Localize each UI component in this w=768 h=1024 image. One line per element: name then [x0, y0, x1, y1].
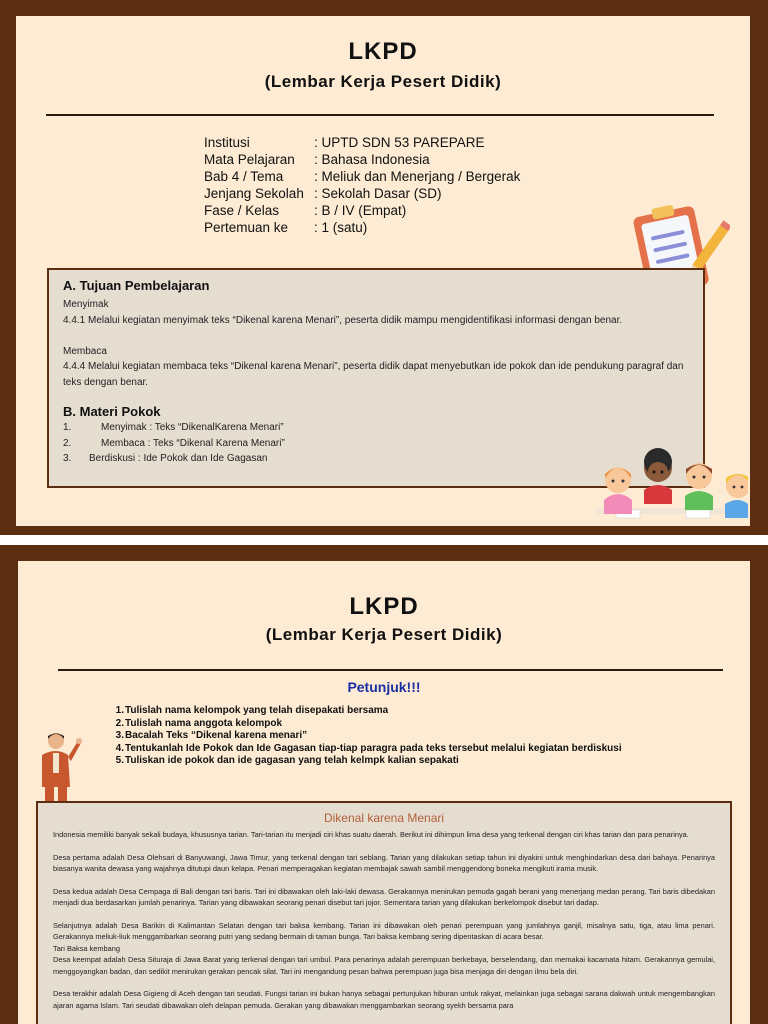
list-text: Membaca : Teks “Dikenal Karena Menari”	[101, 437, 285, 449]
info-value: : 1 (satu)	[314, 220, 368, 235]
info-row	[204, 134, 520, 151]
objective-text: 4.4.4 Melalui kegiatan membaca teks “Dikenal karena Menari”, peserta didik dapat menyebutkan ide pokok dan ide pendukung paragraf dan teks dengan benar.	[63, 361, 684, 388]
reading-paragraph: Desa terakhir adalah Desa Gigieng di Aceh dengan tari seudati. Fungsi tarian ini bukan hanya sebagai pertunjukan hiburan untuk rakyat, melainkan juga sebagai sarana dakwah untuk mengembangkan ajaran agama Islam. Tari seudati dibawakan oleh delapan pemuda. Gerakan yang dibawakan menggambarkan seorang syekh bersama para	[53, 989, 715, 1010]
info-label: Institusi	[204, 135, 250, 150]
list-item	[63, 451, 285, 467]
instructions-heading: Petunjuk!!!	[347, 679, 421, 695]
list-number: 1.	[63, 422, 72, 433]
info-value: : Bahasa Indonesia	[314, 152, 430, 167]
list-text: Tulislah nama anggota kelompok	[125, 717, 283, 729]
image-caption: Tari Baksa kembang	[53, 943, 120, 953]
list-item	[114, 718, 622, 731]
info-row	[204, 151, 520, 168]
teacher-icon	[34, 729, 84, 809]
list-text: Tulislah nama kelompok yang telah disepakati bersama	[125, 705, 389, 716]
info-label: Bab 4 / Tema	[204, 169, 284, 184]
title-divider	[58, 669, 723, 671]
identity-block	[204, 134, 520, 236]
objective-subheading: Membaca	[63, 346, 107, 357]
section-heading-materi: B. Materi Pokok	[63, 404, 161, 419]
info-value: : B / IV (Empat)	[314, 203, 407, 218]
children-icon	[578, 444, 748, 526]
list-number: 3.	[115, 730, 124, 741]
list-text: Tuliskan ide pokok dan ide gagasan yang telah kelmpk kalian sepakati	[125, 755, 459, 766]
reading-paragraph: Selanjutnya adalah Desa Barikin di Kalimantan Selatan dengan tari baksa kembang. Tarian ini dibawakan oleh penari perempuan yang jumlahnya ganjil, misalnya satu, tiga, atau lima penari. Gerakannya meliuk-liuk menggambarkan seorang putri yang sedang bermain di taman bunga. Tari baksa kembang sering dipentaskan di acara besar.	[53, 920, 715, 941]
reading-paragraph: Desa keempat adalah Desa Situraja di Jawa Barat yang terkenal dengan tari umbul. Para penarinya adalah perempuan berkebaya, berselendang, dan memakai kacamata hitam. Gerakannya gemulai, menggoyangkan badan, dan sedikit menirukan gerakan pencak silat. Tari ini mengandung pesan bahwa perempuan juga bisa menjaga diri dengan ilmu bela diri.	[53, 955, 715, 976]
info-row	[204, 185, 520, 202]
info-label: Jenjang Sekolah	[204, 186, 304, 201]
reading-paragraph: Indonesia memiliki banyak sekali budaya, khususnya tarian. Tari-tarian itu menjadi ciri khas suatu daerah. Berikut ini dihimpun lima desa yang terkenal dengan ciri khas tarian dan para penarinya.	[53, 830, 689, 839]
list-number: 2.	[63, 437, 72, 449]
list-item	[63, 436, 285, 452]
list-number: 2.	[115, 717, 124, 729]
reading-paragraph: Desa pertama adalah Desa Olehsari di Banyuwangi, Jawa Timur, yang terkenal dengan tari seblang. Tarian yang dilakukan setiap tahun ini diyakini untuk menghindarkan desa dari bahaya. Penarinya biasanya wanita dewasa yang wajahnya ditutupi daun kelapa. Penari memperagakan kegiatan membajak sawah sambil menggendong boneka mengikuti irama musik.	[53, 852, 715, 873]
list-item	[114, 705, 622, 718]
title-divider	[46, 114, 714, 116]
reading-paragraph: Desa kedua adalah Desa Cempaga di Bali dengan tari baris. Tari ini dibawakan oleh laki-laki dewasa. Gerakannya menirukan pemuda gagah berani yang menerjang medan perang. Tari baris dibedakan menjadi dua berdasarkan jumlah penarinya. Tarian yang dibawakan seorang penari disebut tari jojor. Sementara tarian yang dilakukan berkelompok disebut tari dadap.	[53, 886, 715, 907]
info-value: : Meliuk dan Menerjang / Bergerak	[314, 169, 521, 184]
list-text: Berdiskusi : Ide Pokok dan Ide Gagasan	[89, 453, 268, 464]
info-row	[204, 202, 520, 219]
list-text: Bacalah Teks “Dikenal karena menari”	[125, 730, 308, 741]
list-number: 4.	[115, 742, 124, 754]
list-item	[114, 743, 622, 756]
section-heading-tujuan: A. Tujuan Pembelajaran	[63, 278, 210, 293]
page-two-paper	[18, 561, 750, 1024]
reading-title: Dikenal karena Menari	[323, 811, 445, 825]
reading-text-box	[36, 801, 732, 1024]
objective-subheading: Menyimak	[63, 299, 109, 310]
list-item	[114, 755, 622, 768]
list-number: 1.	[115, 705, 124, 716]
info-row	[204, 219, 520, 236]
page-two-frame	[0, 545, 768, 1024]
list-number: 5.	[115, 755, 124, 766]
info-value: : Sekolah Dasar (SD)	[314, 186, 442, 201]
info-value: : UPTD SDN 53 PAREPARE	[314, 135, 485, 150]
list-item	[63, 420, 285, 436]
info-label: Pertemuan ke	[204, 220, 289, 235]
list-item	[114, 730, 622, 743]
info-row	[204, 168, 520, 185]
list-text: Tentukanlah Ide Pokok dan Ide Gagasan tiap-tiap paragra pada teks tersebut melalui kegiatan berdiskusi	[125, 742, 622, 754]
page-title: LKPD	[349, 593, 419, 620]
page-title: LKPD	[348, 38, 418, 65]
list-number: 3.	[63, 453, 72, 464]
reading-body	[53, 829, 715, 1022]
page-one-paper	[16, 16, 750, 526]
page-subtitle: (Lembar Kerja Pesert Didik)	[265, 625, 503, 644]
objective-text: 4.4.1 Melalui kegiatan menyimak teks “Dikenal karena Menari”, peserta didik mampu mengidentifikasi informasi dengan benar.	[63, 315, 623, 326]
info-label: Fase / Kelas	[204, 203, 280, 218]
materi-list	[63, 420, 285, 467]
info-label: Mata Pelajaran	[204, 152, 295, 167]
instructions-list	[114, 705, 622, 768]
page-subtitle: (Lembar Kerja Pesert Didik)	[264, 72, 502, 91]
list-text: Menyimak : Teks “DikenalKarena Menari”	[101, 422, 284, 433]
